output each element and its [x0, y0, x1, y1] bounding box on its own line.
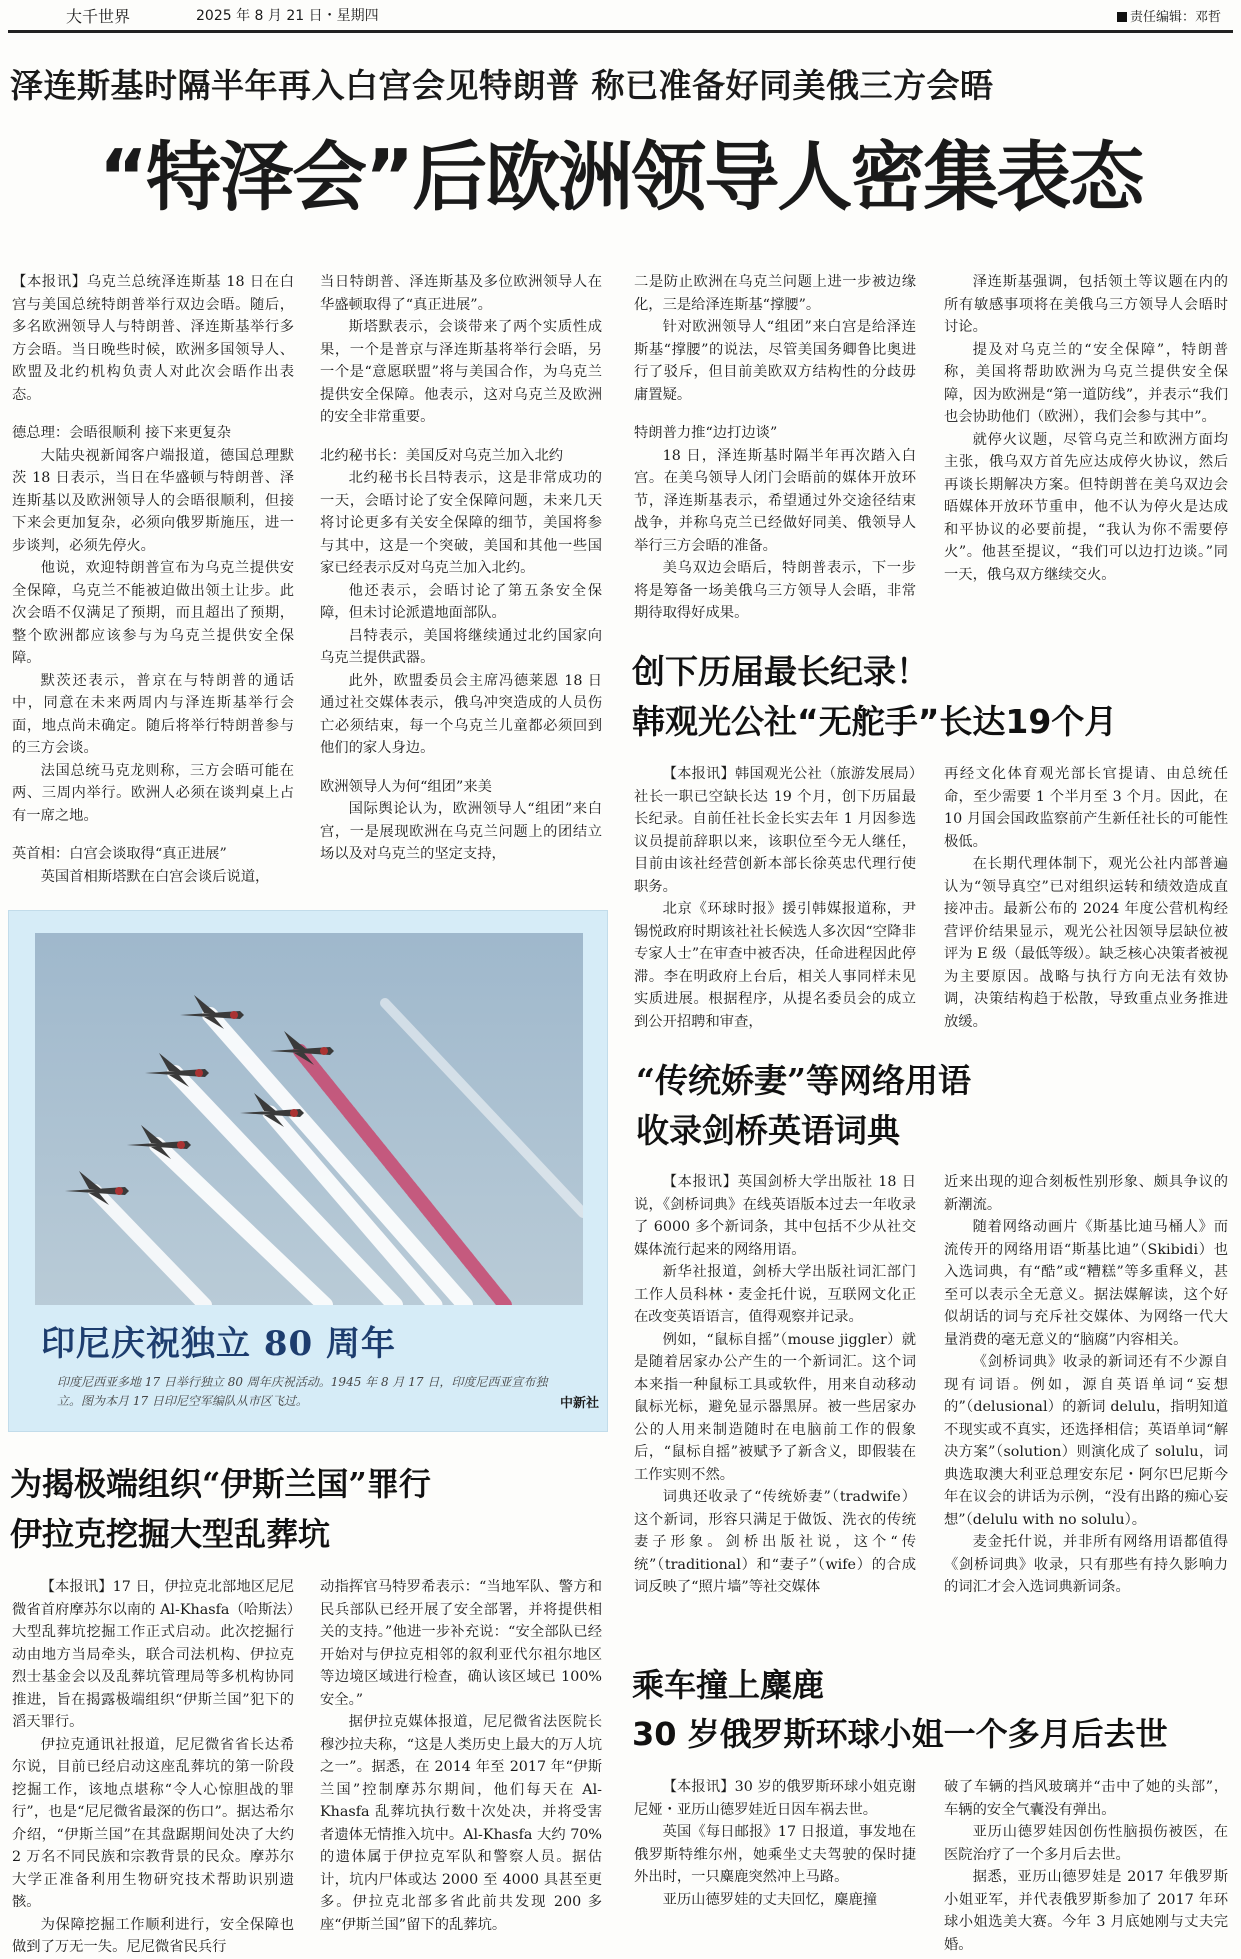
paragraph: 默茨还表示，普京在与特朗普的通话中，同意在未来两周内与泽连斯基举行会面，地点尚未确定。随后将举行特朗普参与的三方会谈。: [12, 672, 294, 756]
story5-headline-1: 乘车撞上麋鹿: [632, 1666, 825, 1704]
story4-col1: [12, 1576, 294, 1956]
paragraph: 【本报讯】乌克兰总统泽连斯基 18 日在白宫与美国总统特朗普举行双边会晤。随后，多名欧洲领导人与特朗普、泽连斯基举行多方会晤。当日晚些时候，欧洲多国领导人、欧盟及北约机构负责人对此次会晤作出表态。: [12, 274, 294, 403]
square-bullet-icon: [1117, 12, 1127, 22]
paragraph: 在长期代理体制下，观光公社内部普遍认为“领导真空”已对组织运转和绩效造成直接冲击。最新公布的 2024 年度公营机构经营评价结果显示，观光公社因领导层缺位被评为 E 级（最低等级）。缺乏核心决策者被视为主要原因。战略与执行方向无法有效协调，决策结构趋于松散，导致重点业务推进放缓。: [944, 856, 1228, 1030]
paragraph: 近来出现的迎合刻板性别形象、颇具争议的新潮流。: [944, 1174, 1228, 1213]
section-name: 大千世界: [66, 7, 131, 26]
paragraph: 美乌双边会晤后，特朗普表示，下一步将是筹备一场美俄乌三方领导人会晤，非常期待取得好成果。: [634, 560, 916, 621]
section-subhead: 特朗普力推“边打边谈”: [634, 425, 778, 441]
paragraph: 提及对乌克兰的“安全保障”，特朗普称，美国将帮助欧洲为乌克兰提供安全保障，因为欧洲是“第一道防线”，并表示“我们也会协助他们（欧洲），我们会参与其中”。: [944, 341, 1228, 425]
paragraph: 破了车辆的挡风玻璃并“击中了她的头部”，车辆的安全气囊没有弹出。: [944, 1779, 1228, 1818]
section-subhead: 欧洲领导人为何“组团”来美: [320, 778, 492, 795]
paragraph: 当日特朗普、泽连斯基及多位欧洲领导人在华盛顿取得了“真正进展”。: [320, 274, 602, 313]
paragraph: 北约秘书长吕特表示，这是非常成功的一天，会晤讨论了安全保障问题，未来几天将讨论更多有关安全保障的细节，美国将参与其中，这是一个突破，美国和其他一些国家已经表示反对乌克兰加入北约。: [320, 470, 602, 576]
section-subhead: 德总理：会晤很顺利 接下来更复杂: [12, 425, 231, 441]
story1-col3: [634, 271, 916, 629]
paragraph: 为保障挖掘工作顺利进行，安全保障也做到了万无一失。尼尼微省民兵行: [12, 1916, 294, 1955]
paragraph: 英国首相斯塔默在白宫会谈后说道，: [40, 868, 270, 885]
paragraph: 他说，欢迎特朗普宣布为乌克兰提供安全保障，乌克兰不能被迫做出领土让步。此次会晤不仅满足了预期，而且超出了预期，整个欧洲都应该参与为乌克兰提供安全保障。: [12, 560, 294, 666]
paragraph: 麦金托什说，并非所有网络用语都值得《剑桥词典》收录，只有那些有持久影响力的词汇才会入选词典新词条。: [944, 1534, 1228, 1595]
paragraph: 再经文化体育观光部长官提请、由总统任命，至少需要 1 个半月至 3 个月。因此，在 10 月国会国政监察前产生新任社长的可能性极低。: [944, 766, 1228, 850]
paragraph: 大陆央视新闻客户端报道，德国总理默茨 18 日表示，当日在华盛顿与特朗普、泽连斯基以及欧洲领导人的会晤很顺利，但接下来会更加复杂，必须向俄罗斯施压，进一步谈判，必须先停火。: [12, 447, 294, 554]
paragraph: 动指挥官马特罗希表示：“当地军队、警方和民兵部队已经开展了安全部署，并将提供相关的支持。”他进一步补充说：“安全部队已经开始对与伊拉克相邻的叙利亚代尔祖尔地区等边境区域进行检查，确认该区域已 100% 安全。”: [320, 1579, 602, 1708]
story2-col2: [944, 763, 1228, 1033]
story4-headline-2: 伊拉克挖掘大型乱葬坑: [10, 1515, 331, 1553]
page-header: [0, 0, 1241, 30]
story3-headline-1: “传统娇妻”等网络用语: [636, 1061, 971, 1100]
paragraph: 据伊拉克媒体报道，尼尼微省法医院长穆沙拉夫称，“这是人类历史上最大的万人坑之一”。据悉，在 2014 年至 2017 年“伊斯兰国”控制摩苏尔期间，他们每天在 Al-Khasfa 乱葬坑执行数十次处决，并将受害者遗体无情推入坑中。Al-Khasfa 大约 70% 的遗体属于伊拉克军队和警察人员。据估计，坑内尸体或达 2000 至 4000 具甚至更多。伊拉克北部多省此前共发现 200 多座“伊斯兰国”留下的乱葬坑。: [320, 1714, 602, 1933]
paragraph: 新华社报道，剑桥大学出版社词汇部门工作人员科林・麦金托什说，互联网文化正在改变英语语言，值得观察并记录。: [634, 1264, 916, 1325]
story4-headline-1: 为揭极端组织“伊斯兰国”罪行: [10, 1465, 431, 1503]
air-show-photo: [35, 933, 583, 1305]
paragraph: 亚历山德罗娃的丈夫回忆，麋鹿撞: [662, 1891, 878, 1908]
paragraph: 亚历山德罗娃因创伤性脑损伤被医，在医院治疗了一个多月后去世。: [944, 1824, 1228, 1863]
paragraph: 伊拉克通讯社报道，尼尼微省省长达希尔说，目前已经启动这座乱葬坑的第一阶段挖掘工作，该地点堪称“令人心惊胆战的罪行”，也是“尼尼微省最深的伤口”。据达希尔介绍，“伊斯兰国”在其盘踞期间处决了大约 2 万名不同民族和宗教背景的民众。摩苏尔大学正准备利用生物研究技术帮助识别遗骸。: [12, 1736, 294, 1910]
subheadline: 泽连斯基时隔半年再入白宫会见特朗普 称已准备好同美俄三方会晤: [10, 66, 994, 105]
paragraph: 国际舆论认为，欧洲领导人“组团”来白宫，一是展现欧洲在乌克兰问题上的团结立场以及对乌克兰的坚定支持，: [320, 801, 602, 862]
headline: “特泽会”后欧洲领导人密集表态: [98, 133, 1143, 221]
paragraph: 《剑桥词典》收录的新词还有不少源自现有词语。例如，源自英语单词“妄想的”（delusional）的新词 delulu，指明知道不现实或不真实，还选择相信；英语单词“解决方案”（solution）则演化成了 solulu，词典选取澳大利亚总理安东尼・阿尔巴尼斯今年在议会的讲话为示例，“没有出路的痴心妄想”（delulu with no solulu）。: [944, 1354, 1228, 1528]
paragraph: 例如，“鼠标自摇”（mouse jiggler）就是随着居家办公产生的一个新词汇。这个词本来指一种鼠标工具或软件，用来自动移动鼠标光标，避免显示器黑屏。被一些居家办公的人用来制造随时在电脑前工作的假象后，“鼠标自摇”被赋予了新含义，即假装在工作实则不然。: [634, 1331, 916, 1483]
story1-col2: [320, 271, 602, 897]
story4-col2: [320, 1576, 602, 1956]
photo-credit: 中新社: [559, 1396, 599, 1411]
paragraph: 据悉，亚历山德罗娃是 2017 年俄罗斯小姐亚军，并代表俄罗斯参加了 2017 年环球小姐选美大赛。今年 3 月底她刚与丈夫完婚。: [944, 1869, 1228, 1953]
story1-col4: [944, 271, 1228, 629]
paragraph: 吕特表示，美国将继续通过北约国家向乌克兰提供武器。: [320, 627, 602, 666]
photo-title: 印尼庆祝独立 80 周年: [41, 1324, 396, 1364]
story5-col1: [634, 1776, 916, 1956]
story1-col1: [12, 271, 294, 897]
header-rule: [8, 30, 1233, 33]
paragraph: 【本报讯】韩国观光公社（旅游发展局）社长一职已空缺长达 19 个月，创下历届最长纪录。自前任社长金长实去年 1 月因参选议员提前辞职以来，该职位至今无人继任，目前由该社经营创新本部长徐英忠代理行使职务。: [634, 766, 916, 895]
paragraph: 英国《每日邮报》17 日报道，事发地在俄罗斯特维尔州，她乘坐丈夫驾驶的保时捷外出时，一只麋鹿突然冲上马路。: [634, 1824, 916, 1885]
story2-headline-1: 创下历届最长纪录！: [632, 652, 929, 691]
story3-col1: [634, 1171, 916, 1633]
section-subhead: 北约秘书长：美国反对乌克兰加入北约: [320, 447, 564, 464]
paragraph: 【本报讯】英国剑桥大学出版社 18 日说，《剑桥词典》在线英语版本过去一年收录了 6000 多个新词条，其中包括不少从社交媒体流行起来的网络用语。: [634, 1174, 916, 1258]
paragraph: 【本报讯】30 岁的俄罗斯环球小姐克谢尼娅・亚历山德罗娃近日因车祸去世。: [634, 1779, 916, 1818]
issue-date: 2025 年 8 月 21 日・星期四: [196, 8, 379, 24]
paragraph: 北京《环球时报》援引韩媒报道称，尹锡悦政府时期该社社长候选人多次因“空降非专家人士”在审查中被否决，任命进程因此停滞。李在明政府上台后，相关人事同样未见实质进展。根据程序，从提名委员会的成立到公开招聘和审查，: [634, 901, 916, 1030]
paragraph: 斯塔默表示，会谈带来了两个实质性成果，一个是普京与泽连斯基将举行会晤，另一个是“意愿联盟”将与美国合作，为乌克兰提供安全保障。他表示，这对乌克兰及欧洲的安全非常重要。: [320, 319, 602, 425]
editor-name: 责任编辑：邓哲: [1129, 10, 1221, 25]
paragraph: 18 日，泽连斯基时隔半年再次踏入白宫。在美乌领导人闭门会晤前的媒体开放环节，泽连斯基表示，希望通过外交途径结束战争，并称乌克兰已经做好同美、俄领导人举行三方会晤的准备。: [634, 447, 916, 554]
paragraph: 就停火议题，尽管乌克兰和欧洲方面均主张，俄乌双方首先应达成停火协议，然后再谈长期解决方案。但特朗普在美乌双边会晤媒体开放环节重申，他不认为停火是达成和平协议的必要前提，“我认为你不需要停火”。他甚至提议，“我们可以边打边谈。”同一天，俄乌双方继续交火。: [944, 431, 1228, 583]
editor-credit: [1117, 6, 1221, 25]
story2-col1: [634, 763, 916, 1033]
story2-headline-2: 韩观光公社“无舵手”长达19个月: [632, 702, 1118, 741]
story3-headline-2: 收录剑桥英语词典: [636, 1111, 900, 1150]
section-subhead: 英首相：白宫会谈取得“真正进展”: [12, 846, 227, 862]
story5-headline-2: 30 岁俄罗斯环球小姐一个多月后去世: [632, 1715, 1168, 1753]
photo-caption: 印度尼西亚多地 17 日举行独立 80 周年庆祝活动。1945 年 8 月 17 日，印度尼西亚宣布独立。图为本月 17 日印尼空军编队从市区飞过。: [57, 1375, 548, 1408]
paragraph: 泽连斯基强调，包括领土等议题在内的所有敏感事项将在美俄乌三方领导人会晤时讨论。: [944, 274, 1228, 335]
paragraph: 随着网络动画片《斯基比迪马桶人》而流传开的网络用语“斯基比迪”（Skibidi）也入选词典，有“酷”或“糟糕”等多重释义，甚至可以表示全无意义。据法媒解读，这个好似胡话的词与充斥社交媒体、为网络一代大量消费的毫无意义的“脑腐”内容相关。: [944, 1219, 1228, 1348]
story3-col2: [944, 1171, 1228, 1633]
photo-feature: [8, 910, 608, 1432]
paragraph: 【本报讯】17 日，伊拉克北部地区尼尼微省首府摩苏尔以南的 Al-Khasfa（哈斯法）大型乱葬坑挖掘工作正式启动。此次挖掘行动由地方当局牵头，联合司法机构、伊拉克烈士基金会以及乱葬坑管理局等多机构协同推进，旨在揭露极端组织“伊斯兰国”犯下的滔天罪行。: [12, 1579, 294, 1730]
paragraph: 此外，欧盟委员会主席冯德莱恩 18 日通过社交媒体表示，俄乌冲突造成的人员伤亡必须结束，每一个乌克兰儿童都必须回到他们的家人身边。: [320, 672, 602, 756]
paragraph: 词典还收录了“传统娇妻”（tradwife）这个新词，形容只满足于做饭、洗衣的传统妻子形象。剑桥出版社说，这个“传统”（traditional）和“妻子”（wife）的合成词反映了“照片墙”等社交媒体: [634, 1489, 916, 1595]
story5-col2: [944, 1776, 1228, 1956]
paragraph: 针对欧洲领导人“组团”来白宫是给泽连斯基“撑腰”的说法，尽管美国务卿鲁比奥进行了驳斥，但目前美欧双方结构性的分歧毋庸置疑。: [634, 319, 916, 403]
paragraph: 二是防止欧洲在乌克兰问题上进一步被边缘化，三是给泽连斯基“撑腰”。: [634, 274, 916, 313]
paragraph: 他还表示，会晤讨论了第五条安全保障，但未讨论派遣地面部队。: [320, 582, 602, 621]
paragraph: 法国总统马克龙则称，三方会晤可能在两、三周内举行。欧洲人必须在谈判桌上占有一席之地。: [12, 762, 294, 824]
